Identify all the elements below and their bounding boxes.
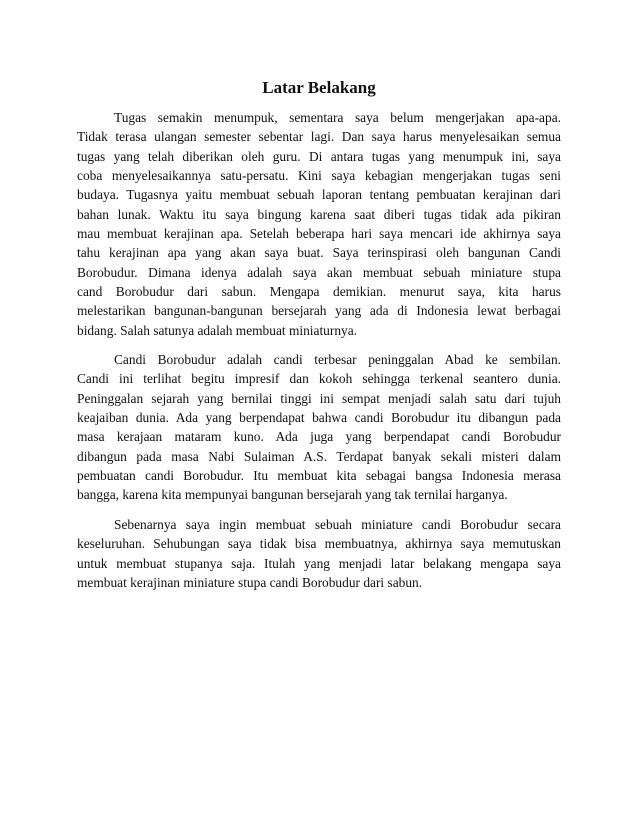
text-line: bangga, karena kita mempunyai bangunan bersejarah yang tak ternilai harganya. [77, 487, 508, 503]
text-line: Candi Borobudur adalah candi terbesar peninggalan Abad ke sembilan. [114, 352, 561, 367]
text-line: untuk membuat stupanya saja. Itulah yang menjadi latar belakang mengapa saya [77, 555, 561, 571]
text-line: keajaiban dunia. Ada yang berpendapat bahwa candi Borobudur itu dibangun pada [77, 410, 561, 426]
text-line: budaya. Tugasnya yaitu membuat sebuah laporan tentang pembuatan kerajinan dari [77, 187, 561, 203]
text-line: bidang. Salah satunya adalah membuat miniaturnya. [77, 322, 358, 338]
text-line: membuat kerajinan miniature stupa candi Borobudur dari sabun. [77, 575, 423, 591]
paragraph-1 [77, 108, 561, 340]
text-line: masa kerajaan mataram kuno. Ada juga yang berpendapat candi Borobudur [77, 429, 561, 445]
text-line: mau membuat kerajinan apa. Setelah beberapa hari saya mencari ide akhirnya saya [77, 226, 561, 242]
text-line: tahu kerajinan apa yang akan saya buat. Saya terinspirasi oleh bangunan Candi [77, 245, 561, 261]
text-line: keseluruhan. Sehubungan saya tidak bisa membuatnya, akhirnya saya memutuskan [77, 536, 561, 552]
text-line: melestarikan bangunan-bangunan bersejarah yang ada di Indonesia lewat berbagai [77, 303, 561, 319]
text-line: Sebenarnya saya ingin membuat sebuah miniature candi Borobudur secara [114, 517, 561, 532]
text-line: tugas yang telah diberikan oleh guru. Di antara tugas yang menumpuk ini, saya [77, 148, 561, 164]
paragraph-3 [77, 515, 561, 592]
text-line: Candi ini terlihat begitu impresif dan kokoh sehingga terkenal seantero dunia. [77, 371, 561, 387]
paragraph-2 [77, 350, 561, 505]
text-line: Borobudur. Dimana idenya adalah saya akan membuat sebuah miniature stupa [77, 264, 561, 280]
text-line: Peninggalan sejarah yang bernilai tinggi ini sempat menjadi salah satu dari tujuh [77, 390, 561, 406]
text-line: cand Borobudur dari sabun. Mengapa demikian. menurut saya, kita harus [77, 284, 561, 300]
text-line: bahan lunak. Waktu itu saya bingung karena saat diberi tugas tidak ada pikiran [77, 206, 561, 222]
document-title: Latar Belakang [262, 78, 376, 97]
text-line: Tidak terasa ulangan semester sebentar lagi. Dan saya harus menyelesaikan semua [77, 129, 561, 145]
text-line: pembuatan candi Borobudur. Itu membuat kita sebagai bangsa Indonesia merasa [77, 468, 561, 484]
text-line: coba menyelesaikannya satu-persatu. Kini saya kebagian mengerjakan tugas seni [77, 168, 561, 184]
text-line: Tugas semakin menumpuk, sementara saya belum mengerjakan apa-apa. [114, 110, 561, 125]
text-line: dibangun pada masa Nabi Sulaiman A.S. Terdapat banyak sekali misteri dalam [77, 448, 561, 464]
